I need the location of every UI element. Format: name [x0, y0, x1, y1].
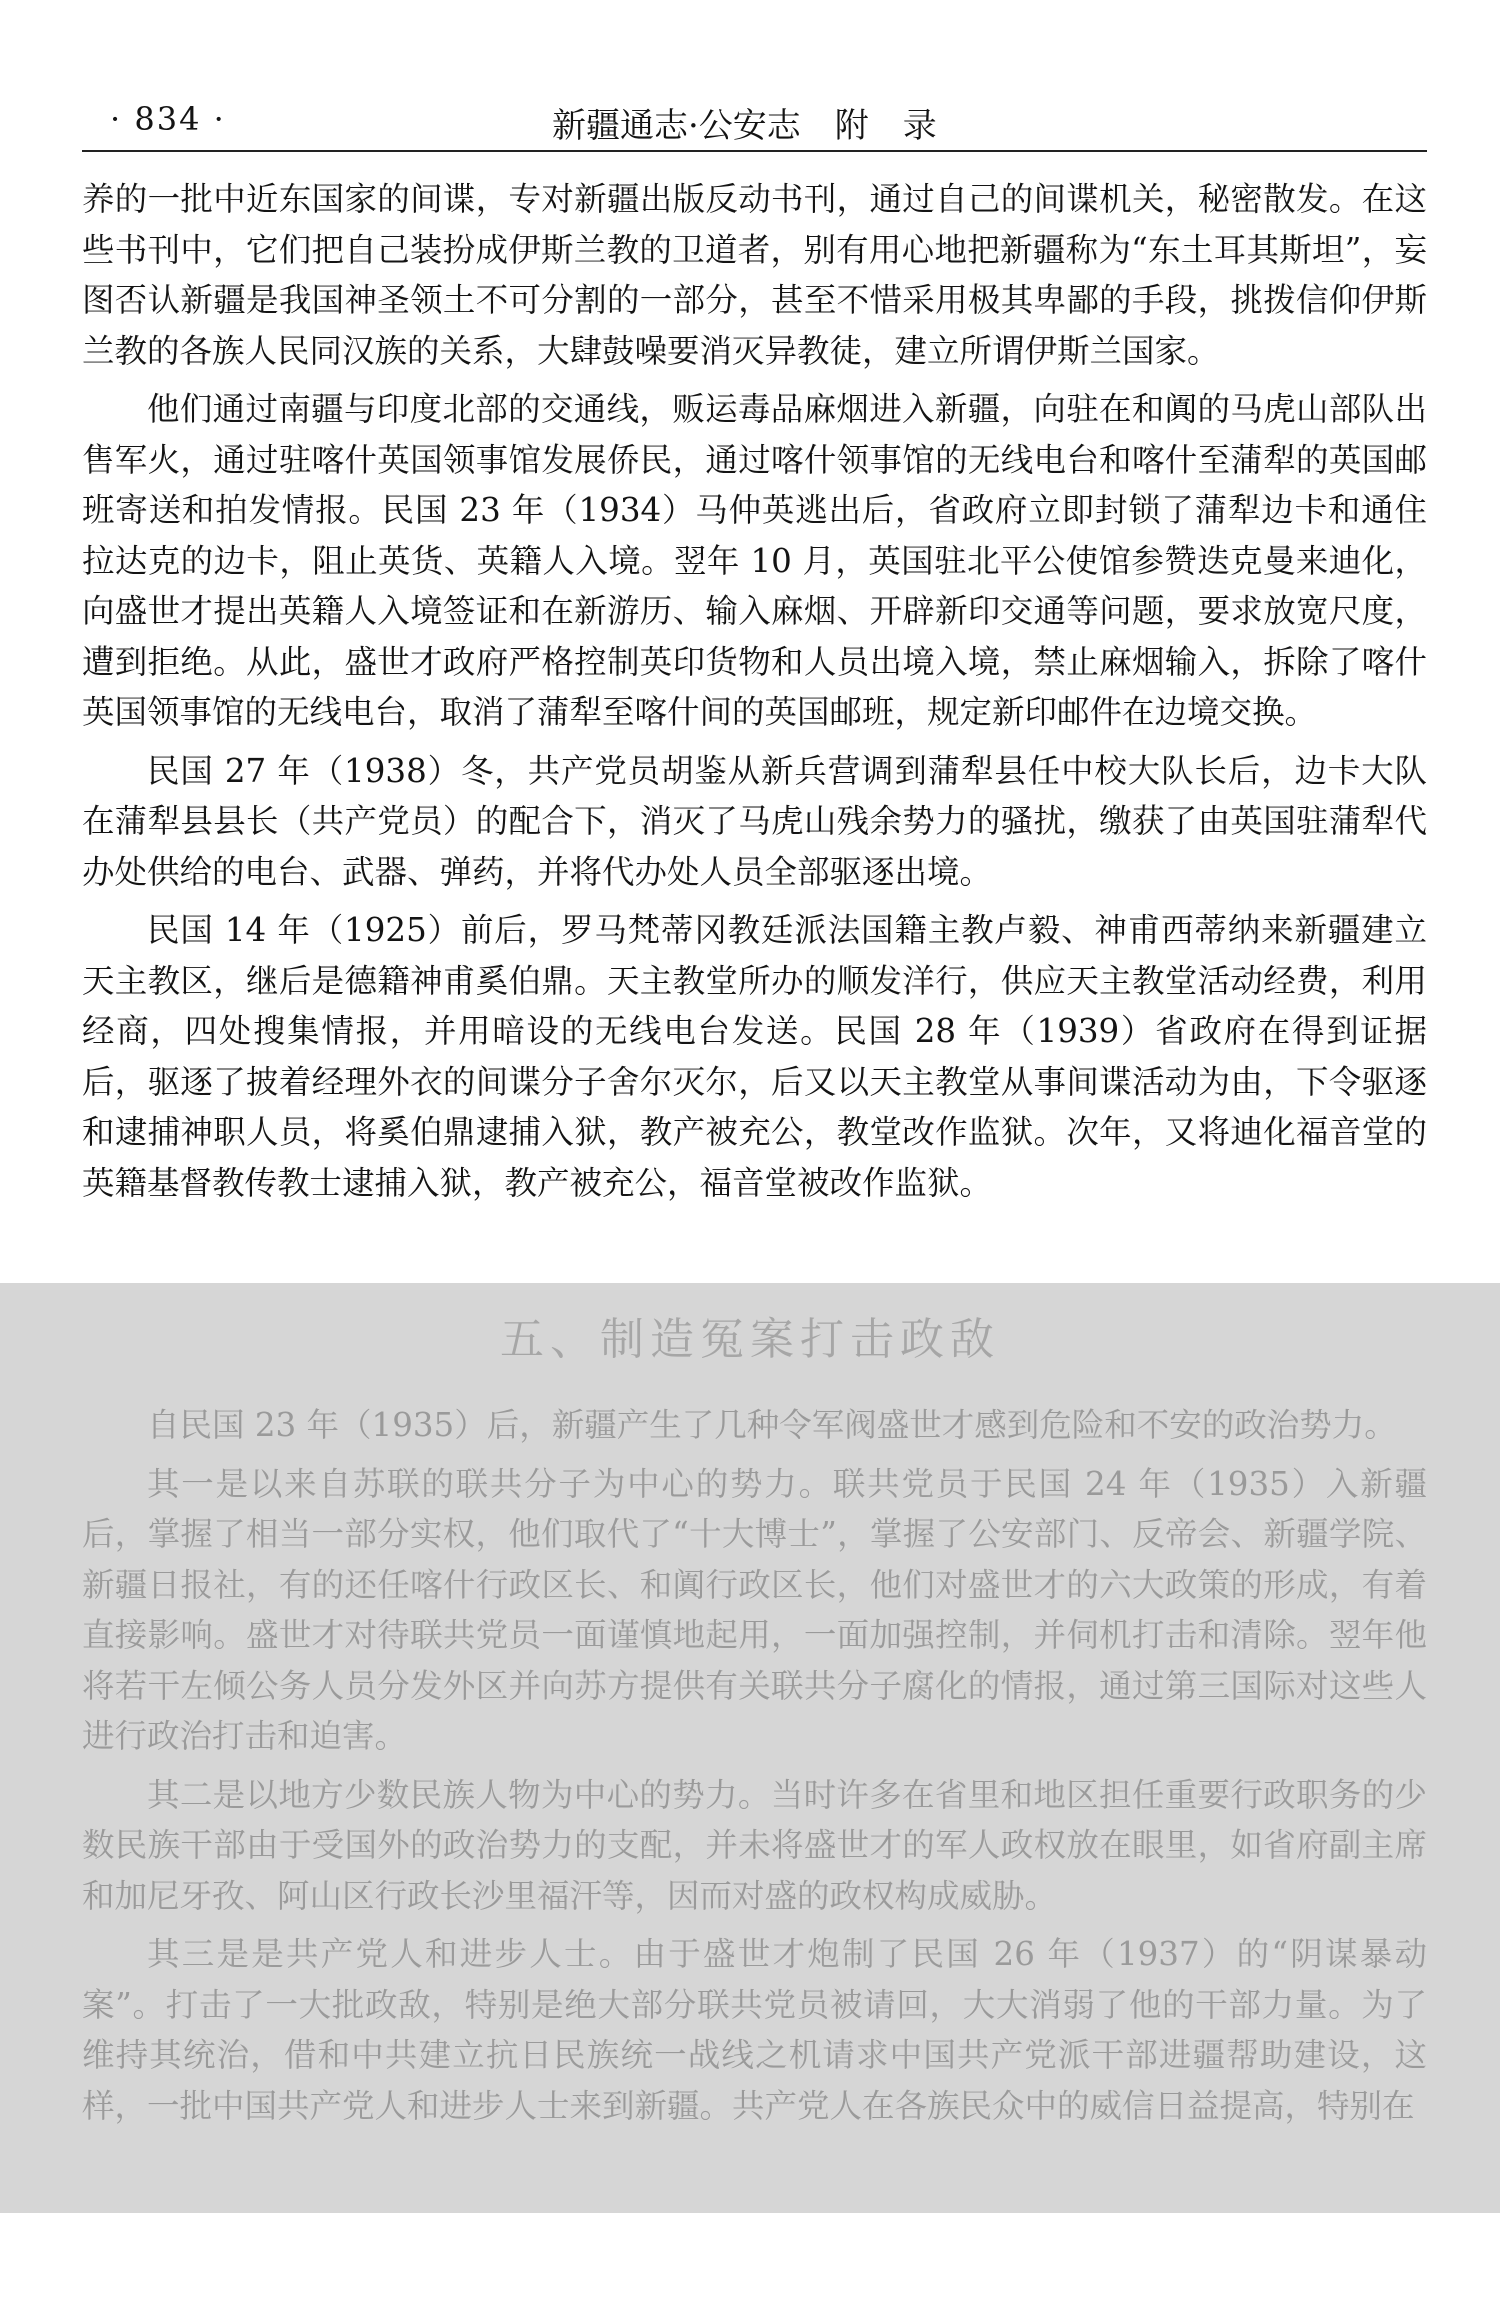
paragraph: 养的一批中近东国家的间谍，专对新疆出版反动书刊，通过自己的间谍机关，秘密散发。在这些书刊中，它们把自己装扮成伊斯兰教的卫道者，别有用心地把新疆称为“东土耳其斯坦”，妄图否认新疆是我国神圣领土不可分割的一部分，甚至不惜采用极其卑鄙的手段，挑拨信仰伊斯兰教的各族人民同汉族的关系，大肆鼓噪要消灭异教徒，建立所谓伊斯兰国家。 [82, 180, 1427, 370]
paragraph: 其三是是共产党人和进步人士。由于盛世才炮制了民国 26 年（1937）的“阴谋暴动案”。打击了一大批政敌，特别是绝大部分联共党员被请回，大大消弱了他的干部力量。为了维持其统治，借和中共建立抗日民族统一战线之机请求中国共产党派干部进疆帮助建设，这样，一批中国共产党人和进步人士来到新疆。共产党人在各族民众中的威信日益提高，特别在 [82, 1935, 1427, 2125]
section-text [82, 1400, 1427, 2131]
page-number: · 834 · [110, 100, 226, 138]
paragraph: 其二是以地方少数民族人物为中心的势力。当时许多在省里和地区担任重要行政职务的少数民族干部由于受国外的政治势力的支配，并未将盛世才的军人政权放在眼里，如省府副主席和加尼牙孜、阿山区行政长沙里福汗等，因而对盛的政权构成威胁。 [82, 1775, 1427, 1915]
paragraph: 其一是以来自苏联的联共分子为中心的势力。联共党员于民国 24 年（1935）入新疆后，掌握了相当一部分实权，他们取代了“十大博士”，掌握了公安部门、反帝会、新疆学院、新疆日报社，有的还任喀什行政区长、和阗行政区长，他们对盛世才的六大政策的形成，有着直接影响。盛世才对待联共党员一面谨慎地起用，一面加强控制，并伺机打击和清除。翌年他将若干左倾公务人员分发外区并向苏方提供有关联共分子腐化的情报，通过第三国际对这些人进行政治打击和迫害。 [82, 1464, 1427, 1755]
section-heading: 五、制造冤案打击政敌 [500, 1314, 1000, 1365]
header-rule [82, 150, 1427, 152]
running-title: 新疆通志·公安志 附 录 [552, 106, 937, 146]
paragraph: 他们通过南疆与印度北部的交通线，贩运毒品麻烟进入新疆，向驻在和阗的马虎山部队出售军火，通过驻喀什英国领事馆发展侨民，通过喀什领事馆的无线电台和喀什至蒲犁的英国邮班寄送和拍发情报。民国 23 年（1934）马仲英逃出后，省政府立即封锁了蒲犁边卡和通住拉达克的边卡，阻止英货、英籍人入境。翌年 10 月，英国驻北平公使馆参赞迭克曼来迪化，向盛世才提出英籍人入境签证和在新游历、输入麻烟、开辟新印交通等问题，要求放宽尺度，遭到拒绝。从此，盛世才政府严格控制英印货物和人员出境入境，禁止麻烟输入，拆除了喀什英国领事馆的无线电台，取消了蒲犁至喀什间的英国邮班，规定新印邮件在边境交换。 [82, 390, 1427, 731]
paragraph: 民国 14 年（1925）前后，罗马梵蒂冈教廷派法国籍主教卢毅、神甫西蒂纳来新疆建立天主教区，继后是德籍神甫奚伯鼎。天主教堂所办的顺发洋行，供应天主教堂活动经费，利用经商，四处搜集情报，并用暗设的无线电台发送。民国 28 年（1939）省政府在得到证据后，驱逐了披着经理外衣的间谍分子舍尔灭尔，后又以天主教堂从事间谍活动为由，下令驱逐和逮捕神职人员，将奚伯鼎逮捕入狱，教产被充公，教堂改作监狱。次年，又将迪化福音堂的英籍基督教传教士逮捕入狱，教产被充公，福音堂被改作监狱。 [82, 911, 1427, 1202]
page-header [82, 92, 1427, 152]
paragraph: 民国 27 年（1938）冬，共产党员胡鉴从新兵营调到蒲犁县任中校大队长后，边卡大队在蒲犁县县长（共产党员）的配合下，消灭了马虎山残余势力的骚扰，缴获了由英国驻蒲犁代办处供给的电台、武器、弹药，并将代办处人员全部驱逐出境。 [82, 751, 1427, 891]
body-text [82, 174, 1427, 1208]
paragraph: 自民国 23 年（1935）后，新疆产生了几种令军阀盛世才感到危险和不安的政治势力。 [147, 1406, 1397, 1444]
